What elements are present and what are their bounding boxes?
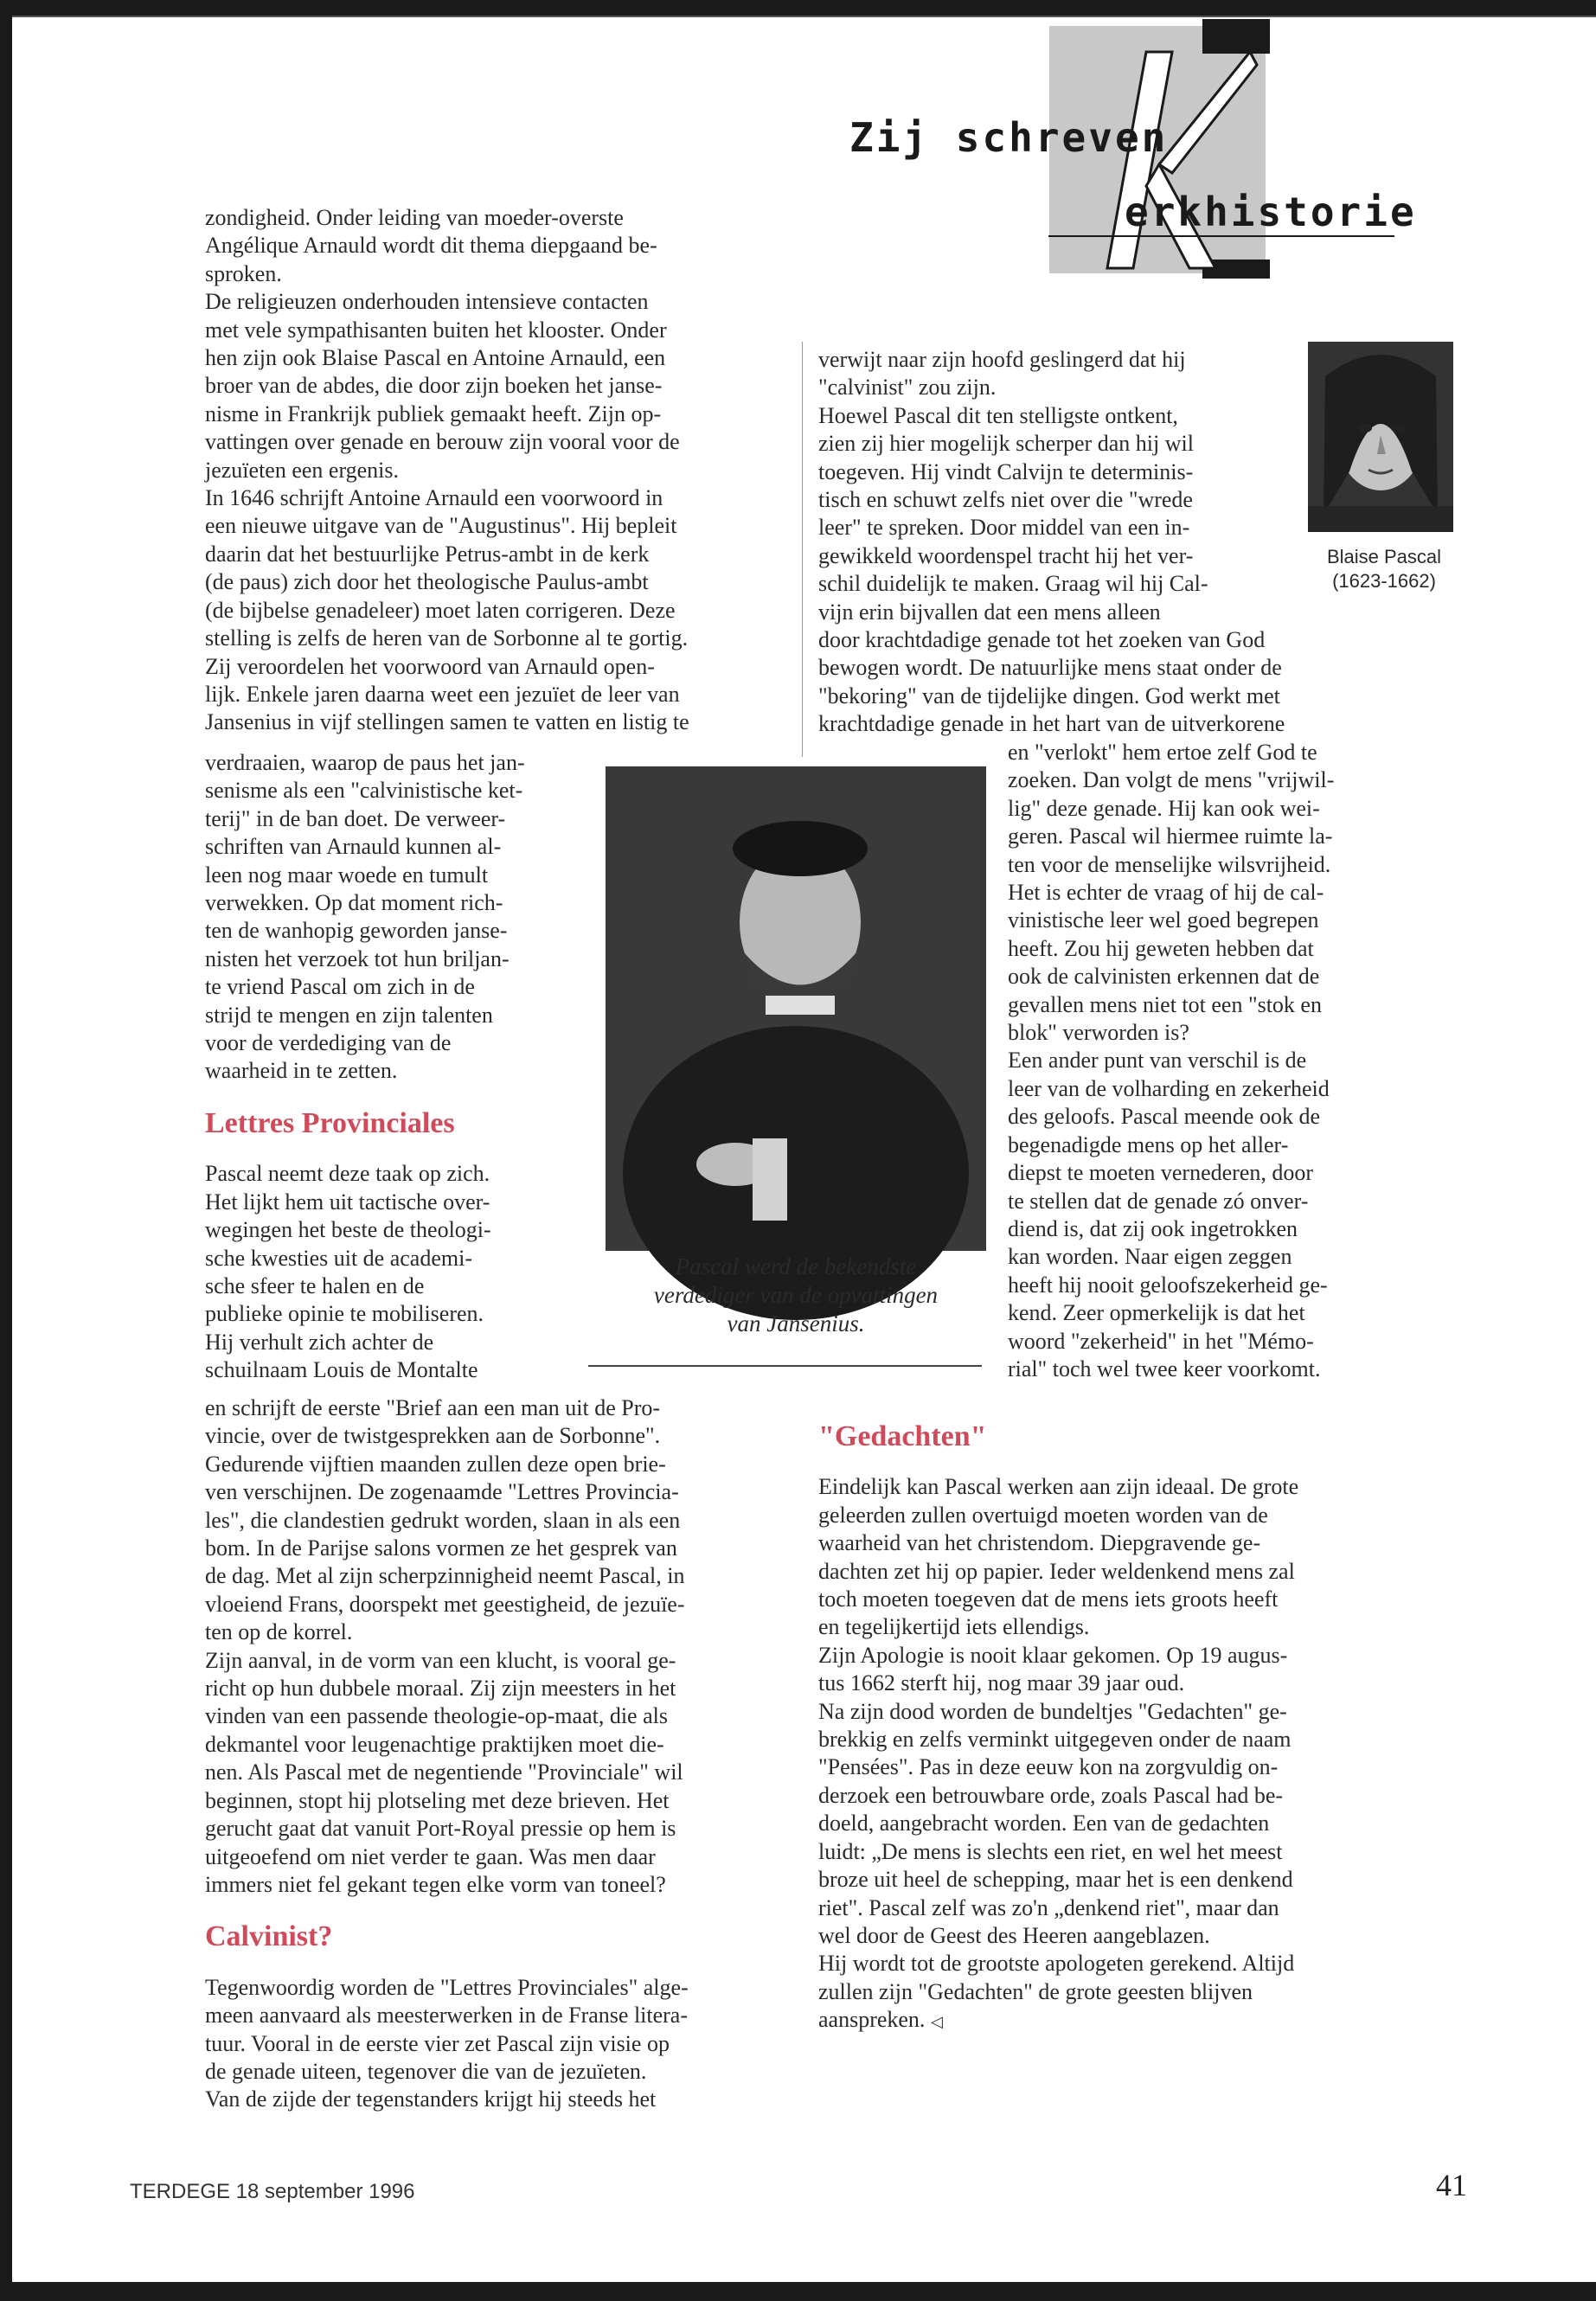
- text-line: strijd te mengen en zijn talenten: [205, 1002, 493, 1028]
- text-line: jezuïeten een ergenis.: [205, 457, 400, 483]
- text-line: een nieuwe uitgave van de "Augustinus". Hij bepleit: [205, 513, 677, 539]
- text-line: toegeven. Hij vindt Calvijn te determinis-: [818, 458, 1194, 484]
- right-column-lower: [818, 1420, 1407, 2036]
- text-line: voor de verdediging van de: [205, 1030, 452, 1056]
- text-line: ten voor de menselijke wilsvrijheid.: [1008, 851, 1331, 877]
- text-line: beginnen, stopt hij plotseling met deze brieven. Het: [205, 1787, 670, 1813]
- text-line: heeft hij nooit geloofszekerheid ge-: [1008, 1272, 1328, 1298]
- text-line: "Pensées". Pas in deze eeuw kon na zorgvuldig on-: [818, 1754, 1279, 1780]
- text-line: zullen zijn "Gedachten" de grote geesten blijven: [818, 1978, 1253, 2004]
- text-line: waarheid van het christendom. Diepgravende ge-: [818, 1530, 1261, 1556]
- text-line: dekmantel voor leugenachtige praktijken moet die-: [205, 1731, 664, 1757]
- text-line: lig" deze genade. Hij kan ook wei-: [1008, 795, 1320, 821]
- text-line: schil duidelijk te maken. Graag wil hij Cal-: [818, 571, 1208, 597]
- text-line: wegingen het beste de theologi-: [205, 1217, 491, 1243]
- text-line: zoeken. Dan volgt de mens "vrijwil-: [1008, 767, 1335, 793]
- text-line: "bekoring" van de tijdelijke dingen. God werkt met: [818, 683, 1280, 708]
- text-line: zondigheid. Onder leiding van moeder-overste: [205, 205, 624, 230]
- text-line: te vriend Pascal om zich in de: [205, 974, 475, 1000]
- text-line: nisme in Frankrijk publiek gemaakt heeft. Zijn op-: [205, 401, 662, 426]
- text-line: Eindelijk kan Pascal werken aan zijn ideaal. De grote: [818, 1474, 1299, 1500]
- text-line: verwijt naar zijn hoofd geslingerd dat hij: [818, 347, 1186, 372]
- text-line: ten op de korrel.: [205, 1619, 353, 1645]
- text-line: (de paus) zich door het theologische Paulus-ambt: [205, 569, 649, 595]
- caption-years: (1623-1662): [1332, 570, 1436, 592]
- text-line: ten de wanhopig geworden janse-: [205, 918, 508, 944]
- text-line: en schrijft de eerste "Brief aan een man uit de Pro-: [205, 1395, 661, 1420]
- text-line: heeft. Zou hij geweten hebben dat: [1008, 935, 1314, 961]
- footer-publication: TERDEGE 18 september 1996: [130, 2180, 415, 2203]
- text-line: vinden van een passende theologie-op-maat, die als: [205, 1703, 668, 1729]
- text-line: hen zijn ook Blaise Pascal en Antoine Arnauld, een: [205, 345, 666, 371]
- text-line: vijn erin bijvallen dat een mens alleen: [818, 599, 1161, 625]
- text-line: bewogen wordt. De natuurlijke mens staat onder de: [818, 655, 1282, 681]
- pascal-portrait: [1308, 342, 1453, 532]
- heading-calvinist: Calvinist?: [205, 1920, 333, 1953]
- text-line: broer van de abdes, die door zijn boeken het janse-: [205, 373, 663, 399]
- text-line: immers niet fel gekant tegen elke vorm van toneel?: [205, 1871, 666, 1897]
- text-line: geleerden zullen overtuigd moeten worden van de: [818, 1502, 1268, 1528]
- text-line: gevallen mens niet tot een "stok en: [1008, 991, 1322, 1017]
- text-line: broze uit heel de schepping, maar het is een denkend: [818, 1867, 1293, 1893]
- text-line: toch moeten toegeven dat de mens iets groots heeft: [818, 1586, 1279, 1612]
- caption-line: Pascal werd de bekendste: [675, 1253, 917, 1279]
- top-rule: [12, 16, 1596, 17]
- caption-line: van Jansenius.: [727, 1311, 865, 1336]
- text-line: sche kwesties uit de academi-: [205, 1245, 472, 1271]
- column-rule: [802, 342, 803, 757]
- text-line: diend is, dat zij ook ingetrokken: [1008, 1215, 1298, 1241]
- text-line: "calvinist" zou zijn.: [818, 375, 997, 401]
- text-line: de dag. Met al zijn scherpzinnigheid neemt Pascal, in: [205, 1563, 685, 1589]
- text-line: leer van de volharding en zekerheid: [1008, 1075, 1330, 1101]
- text-line: sche sfeer te halen en de: [205, 1272, 425, 1298]
- page-frame-bottom: [0, 2282, 1596, 2301]
- text-line: les", die clandestien gedrukt worden, slaan in als een: [205, 1507, 681, 1533]
- text-line: Een ander punt van verschil is de: [1008, 1048, 1307, 1074]
- text-line: Zijn aanval, in de vorm van een klucht, is vooral ge-: [205, 1647, 676, 1673]
- text-line: kan worden. Naar eigen zeggen: [1008, 1244, 1292, 1270]
- text-line: richt op hun dubbele moraal. Zij zijn meesters in het: [205, 1676, 676, 1702]
- text-line: vinistische leer wel goed begrepen: [1008, 907, 1319, 933]
- text-line: meen aanvaard als meesterwerken in de Franse litera-: [205, 2003, 689, 2029]
- text-line: kend. Zeer opmerkelijk is dat het: [1008, 1300, 1305, 1326]
- heading-lettres-provinciales: Lettres Provinciales: [205, 1106, 455, 1139]
- caption-rule: [588, 1365, 982, 1367]
- text-line: leer" te spreken. Door middel van een in-: [818, 515, 1190, 541]
- masthead-title-2: erkhistorie: [1125, 189, 1417, 235]
- text-line: Het lijkt hem uit tactische over-: [205, 1189, 490, 1215]
- text-line: brekkig en zelfs verminkt uitgegeven onder de naam: [818, 1727, 1292, 1753]
- text-line: Hij verhult zich achter de: [205, 1329, 434, 1355]
- left-column-lower: [205, 1394, 793, 2114]
- text-line: (de bijbelse genadeleer) moet laten corrigeren. Deze: [205, 597, 676, 623]
- text-line: waarheid in te zetten.: [205, 1058, 398, 1084]
- text-line: Pascal neemt deze taak op zich.: [205, 1161, 490, 1187]
- text-line: In 1646 schrijft Antoine Arnauld een voorwoord in: [205, 485, 663, 511]
- right-column-full: [818, 626, 1407, 739]
- text-line: de genade uiteen, tegenover die van de jezuïeten.: [205, 2058, 647, 2084]
- text-line: Het is echter de vraag of hij de cal-: [1008, 880, 1324, 906]
- text-line: vincie, over de twistgesprekken aan de Sorbonne".: [205, 1423, 661, 1449]
- text-line: tuur. Vooral in de eerste vier zet Pascal zijn visie op: [205, 2030, 670, 2056]
- text-line: bom. In de Parijse salons vormen ze het gesprek van: [205, 1535, 677, 1561]
- caption-name: Blaise Pascal: [1326, 546, 1442, 567]
- text-line: begenadigde mens op het aller-: [1008, 1131, 1289, 1157]
- end-mark-icon: ◁: [930, 2013, 943, 2031]
- text-line: geren. Pascal wil hiermee ruimte la-: [1008, 824, 1333, 849]
- text-line: Angélique Arnauld wordt dit thema diepgaand be-: [205, 233, 657, 259]
- text-line: gerucht gaat dat vanuit Port-Royal pressie op hem is: [205, 1816, 676, 1842]
- jansenius-caption: [606, 1253, 986, 1338]
- text-line: door krachtdadige genade tot het zoeken van God: [818, 627, 1266, 652]
- text-line: Hoewel Pascal dit ten stelligste ontkent,: [818, 402, 1178, 428]
- text-line: dachten zet hij op papier. Ieder weldenkend mens zal: [818, 1558, 1295, 1584]
- text-line: tisch en schuwt zelfs niet over die "wrede: [818, 487, 1193, 513]
- page-frame-left: [0, 0, 12, 2301]
- text-line: schuilnaam Louis de Montalte: [205, 1357, 478, 1383]
- text-line: Tegenwoordig worden de "Lettres Provinciales" alge-: [205, 1974, 689, 2000]
- text-line: derzoek een betrouwbare orde, zoals Pascal had be-: [818, 1782, 1284, 1808]
- left-column-narrow: [205, 749, 586, 1385]
- jansenius-portrait: [606, 766, 986, 1251]
- text-line: woord "zekerheid" in het "Mémo-: [1008, 1328, 1314, 1354]
- caption-line: verdediger van de opvattingen: [653, 1282, 939, 1308]
- heading-gedachten: "Gedachten": [818, 1420, 987, 1452]
- text-line: en tegelijkertijd iets ellendigs.: [818, 1614, 1090, 1640]
- text-line: schriften van Arnauld kunnen al-: [205, 834, 502, 860]
- text-line: des geloofs. Pascal meende ook de: [1008, 1104, 1321, 1130]
- text-line: Zij veroordelen het voorwoord van Arnauld open-: [205, 653, 655, 679]
- text-line: lijk. Enkele jaren daarna weet een jezuïet de leer van: [205, 681, 680, 707]
- text-line: blok" verworden is?: [1008, 1020, 1189, 1046]
- text-line: ven verschijnen. De zogenaamde "Lettres Provincia-: [205, 1479, 679, 1505]
- text-line: verwekken. Op dat moment rich-: [205, 890, 503, 916]
- text-line: riet". Pascal zelf was zo'n „denkend riet", maar dan: [818, 1894, 1279, 1920]
- text-line: krachtdadige genade in het hart van de uitverkorene: [818, 711, 1285, 737]
- footer-page-number: 41: [1436, 2168, 1467, 2202]
- right-column-narrow: [818, 346, 1303, 626]
- text-line-last: aanspreken.: [818, 2007, 926, 2033]
- text-line: publieke opinie te mobiliseren.: [205, 1301, 484, 1327]
- text-line: nisten het verzoek tot hun briljan-: [205, 945, 510, 971]
- text-line: Na zijn dood worden de bundeltjes "Gedachten" ge-: [818, 1698, 1287, 1724]
- text-line: leen nog maar woede en tumult: [205, 862, 489, 888]
- text-line: ook de calvinisten erkennen dat de: [1008, 964, 1320, 990]
- masthead-title-1: Zij schreven: [849, 114, 1169, 161]
- text-line: Van de zijde der tegenstanders krijgt hij steeds het: [205, 2086, 657, 2112]
- text-line: rial" toch wel twee keer voorkomt.: [1008, 1356, 1321, 1381]
- text-line: De religieuzen onderhouden intensieve contacten: [205, 289, 649, 315]
- page-frame-top: [0, 0, 1596, 16]
- text-line: terij" in de ban doet. De verweer-: [205, 805, 506, 831]
- text-line: Jansenius in vijf stellingen samen te vatten en listig te: [205, 709, 689, 735]
- text-line: vloeiend Frans, doorspekt met geestigheid, de jezuïe-: [205, 1591, 685, 1617]
- text-line: zien zij hier mogelijk scherper dan hij wil: [818, 431, 1194, 457]
- right-column-indent: [1008, 739, 1414, 1383]
- text-line: doeld, aangebracht worden. Een van de gedachten: [818, 1811, 1270, 1836]
- text-line: Gedurende vijftien maanden zullen deze open brie-: [205, 1451, 666, 1477]
- left-column-intro: [205, 204, 793, 737]
- text-line: uitgeoefend om niet verder te gaan. Was men daar: [205, 1843, 656, 1869]
- text-line: luidt: „De mens is slechts een riet, en wel het meest: [818, 1838, 1283, 1864]
- text-line: wel door de Geest des Heeren aangeblazen.: [818, 1922, 1210, 1948]
- text-line: met vele sympathisanten buiten het klooster. Onder: [205, 317, 667, 343]
- text-line: gewikkeld woordenspel tracht hij het ver-: [818, 542, 1194, 568]
- text-line: [818, 2006, 1407, 2035]
- text-line: stelling is zelfs de heren van de Sorbonne al te gortig.: [205, 625, 689, 651]
- masthead-underline: [1048, 235, 1394, 237]
- text-line: senisme als een "calvinistische ket-: [205, 778, 523, 804]
- text-line: nen. Als Pascal met de negentiende "Provinciale" wil: [205, 1759, 683, 1785]
- text-line: en "verlokt" hem ertoe zelf God te: [1008, 740, 1317, 765]
- text-line: diepst te moeten vernederen, door: [1008, 1160, 1314, 1186]
- pascal-caption: [1298, 545, 1471, 593]
- text-line: Zijn Apologie is nooit klaar gekomen. Op 19 augus-: [818, 1642, 1288, 1668]
- text-line: te stellen dat de genade zó onver-: [1008, 1188, 1309, 1214]
- text-line: tus 1662 sterft hij, nog maar 39 jaar oud.: [818, 1670, 1185, 1696]
- text-line: sproken.: [205, 260, 282, 286]
- text-line: vattingen over genade en berouw zijn vooral voor de: [205, 429, 680, 455]
- text-line: Hij wordt tot de grootste apologeten gerekend. Altijd: [818, 1951, 1295, 1977]
- text-line: verdraaien, waarop de paus het jan-: [205, 750, 525, 775]
- text-line: daarin dat het bestuurlijke Petrus-ambt in de kerk: [205, 541, 650, 567]
